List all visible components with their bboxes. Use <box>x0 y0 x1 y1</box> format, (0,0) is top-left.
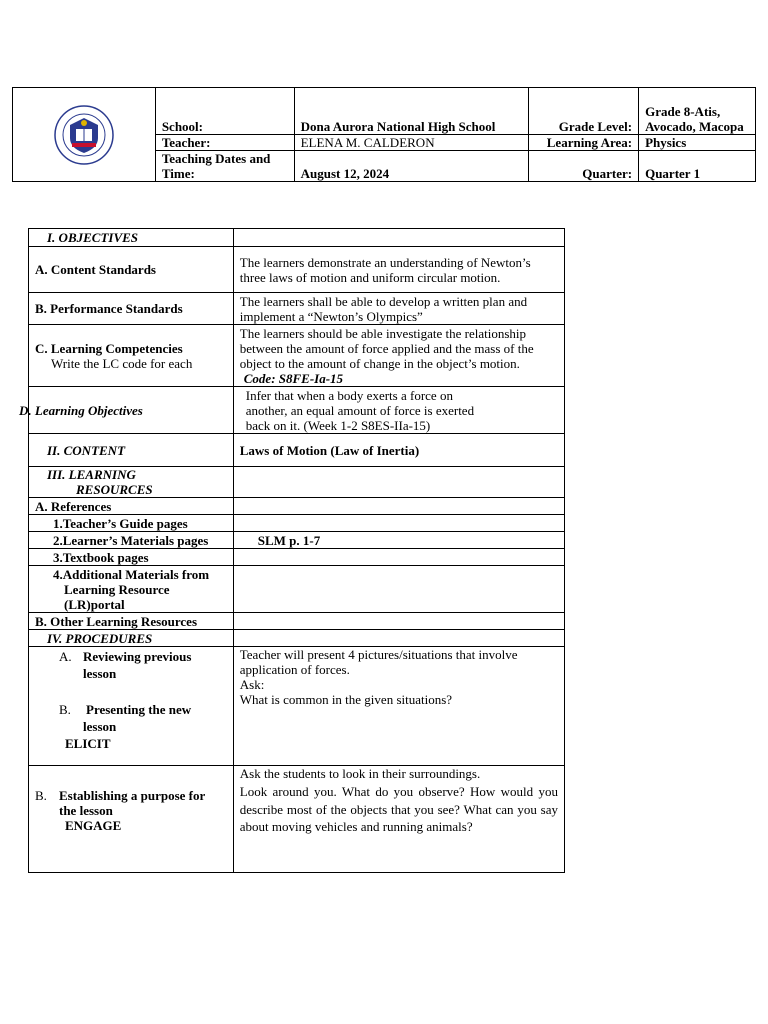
present-label-1: Presenting the new <box>86 702 192 717</box>
additional-materials-blank <box>233 566 564 613</box>
procedures-blank <box>233 630 564 647</box>
objectives-line-3: back on it. (Week 1-2 S8ES-IIa-15) <box>245 417 431 433</box>
purpose-label-1: Establishing a purpose for <box>59 788 206 803</box>
competencies-code: Code: S8FE-Ia-15 <box>243 370 344 386</box>
competencies-sub: Write the LC code for each <box>51 355 193 371</box>
engage-text-1: Ask the students to look in their surroundings. <box>239 766 481 781</box>
objectives-heading-blank <box>233 229 564 247</box>
objectives-line-1: Infer that when a body exerts a force on <box>245 387 453 403</box>
additional-materials-label-1: 4.Additional Materials from <box>53 566 210 582</box>
review-letter: A. <box>59 649 72 664</box>
references-label: A. References <box>35 498 112 514</box>
other-resources-label: B. Other Learning Resources <box>35 613 198 629</box>
learning-area-value: Physics <box>639 135 756 151</box>
teacher-value: ELENA M. CALDERON <box>294 135 529 151</box>
learners-materials-label: 2.Learner’s Materials pages <box>53 532 209 548</box>
elicit-text-3: What is common in the given situations? <box>239 692 453 707</box>
review-label-2: lesson <box>83 666 117 681</box>
present-label-2: lesson <box>83 719 117 734</box>
engage-label: ENGAGE <box>65 818 122 833</box>
competencies-label: C. Learning Competencies <box>35 340 183 356</box>
learners-materials-value: SLM p. 1-7 <box>257 532 321 548</box>
additional-materials-label-3: (LR)portal <box>64 596 125 612</box>
resources-heading-1: III. LEARNING <box>47 467 136 482</box>
lesson-plan-table <box>19 228 565 873</box>
performance-standards-text: The learners shall be able to develop a written plan and implement a “Newton’s Olympics” <box>233 293 564 325</box>
content-standards-text: The learners demonstrate an understanding of Newton’s three laws of motion and uniform circular motion. <box>233 247 564 293</box>
textbook-label: 3.Textbook pages <box>53 549 149 565</box>
procedures-heading: IV. PROCEDURES <box>29 630 234 647</box>
dates-value: August 12, 2024 <box>294 151 529 182</box>
teacher-label: Teacher: <box>155 135 294 151</box>
content-standards-label: A. Content Standards <box>35 262 156 277</box>
quarter-value: Quarter 1 <box>639 151 756 182</box>
school-value: Dona Aurora National High School <box>294 88 529 135</box>
learning-area-label: Learning Area: <box>529 135 639 151</box>
objectives-line-2: another, an equal amount of force is exerted <box>245 402 475 418</box>
deped-seal-icon <box>54 105 114 165</box>
present-letter: B. <box>59 702 71 717</box>
other-resources-blank <box>233 613 564 630</box>
seal-cell <box>13 88 156 182</box>
content-heading: II. CONTENT <box>29 434 234 467</box>
header-table <box>12 87 756 182</box>
competencies-text: The learners should be able investigate the relationship between the amount of force applied and the mass of the object to the amount of change in the object’s motion. <box>239 325 534 371</box>
dates-label: Teaching Dates and Time: <box>155 151 294 182</box>
purpose-label-2: the lesson <box>59 803 113 818</box>
objectives-heading: I. OBJECTIVES <box>29 229 234 247</box>
teachers-guide-blank <box>233 515 564 532</box>
school-label: School: <box>155 88 294 135</box>
content-value: Laws of Motion (Law of Inertia) <box>239 442 420 458</box>
elicit-text-2: Ask: <box>239 677 265 692</box>
engage-text-2: Look around you. What do you observe? How would you describe most of the objects that you see? What can you say about moving vehicles and running animals? <box>239 784 558 834</box>
elicit-text-1: Teacher will present 4 pictures/situations that involve application of forces. <box>239 647 518 677</box>
additional-materials-label-2: Learning Resource <box>64 581 170 597</box>
textbook-blank <box>233 549 564 566</box>
learning-objectives-label: D. Learning Objectives <box>19 387 224 434</box>
resources-heading-2: RESOURCES <box>76 482 153 497</box>
quarter-label: Quarter: <box>529 151 639 182</box>
resources-blank <box>233 467 564 498</box>
grade-level-label: Grade Level: <box>529 88 639 135</box>
references-blank <box>233 498 564 515</box>
purpose-letter: B. <box>35 788 47 803</box>
elicit-label: ELICIT <box>65 736 111 751</box>
performance-standards-label: B. Performance Standards <box>35 301 183 316</box>
review-label-1: Reviewing previous <box>83 649 192 664</box>
teachers-guide-label: 1.Teacher’s Guide pages <box>53 515 188 531</box>
grade-level-value: Grade 8-Atis, Avocado, Macopa <box>639 88 756 135</box>
